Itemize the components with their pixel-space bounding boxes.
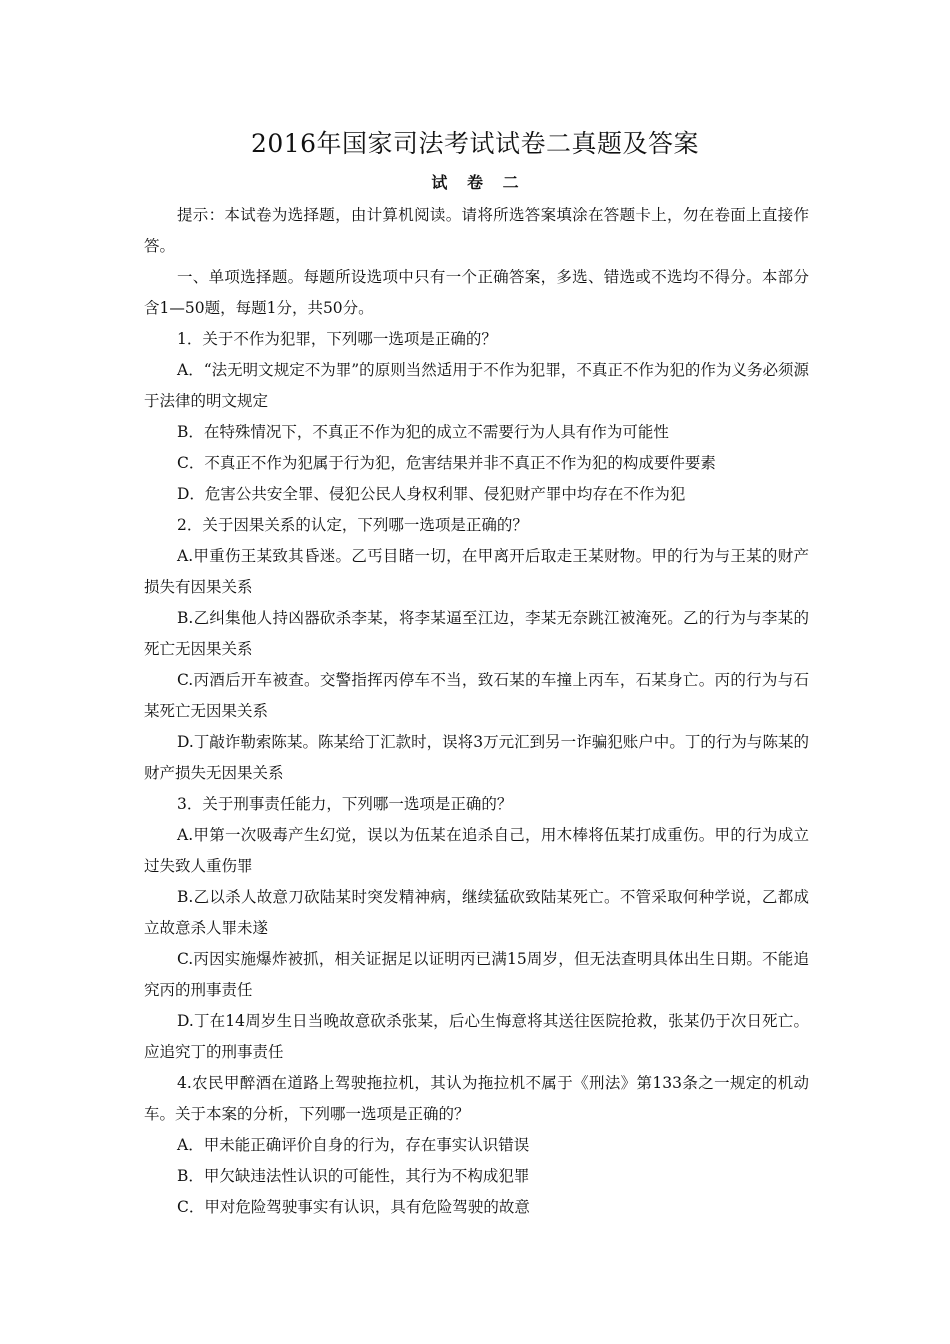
question-2-option-d: D.丁敲诈勒索陈某。陈某给丁汇款时，误将3万元汇到另一诈骗犯账户中。丁的行为与陈某的财产损失无因果关系 [144,733,809,782]
question-1-option-a: A．“法无明文规定不为罪”的原则当然适用于不作为犯罪，不真正不作为犯的作为义务必须源于法律的明文规定 [144,361,809,410]
question-3-option-b: B.乙以杀人故意刀砍陆某时突发精神病，继续猛砍致陆某死亡。不管采取何种学说，乙都成立故意杀人罪未遂 [144,888,809,937]
question-1-option-d: D．危害公共安全罪、侵犯公民人身权利罪、侵犯财产罪中均存在不作为犯 [177,485,686,503]
question-4: 4.农民甲醉酒在道路上驾驶拖拉机，其认为拖拉机不属于《刑法》第133条之一规定的机动车。关于本案的分析，下列哪一选项是正确的？ [144,1074,809,1123]
question-1: 1．关于不作为犯罪，下列哪一选项是正确的？ [177,330,497,348]
question-3-option-d: D.丁在14周岁生日当晚故意砍杀张某，后心生悔意将其送往医院抢救，张某仍于次日死亡。应追究丁的刑事责任 [144,1012,809,1061]
question-4-option-c: C．甲对危险驾驶事实有认识，具有危险驾驶的故意 [177,1198,530,1216]
question-3: 3．关于刑事责任能力，下列哪一选项是正确的？ [177,795,513,813]
question-3-option-a: A.甲第一次吸毒产生幻觉，误以为伍某在追杀自己，用木棒将伍某打成重伤。甲的行为成立过失致人重伤罪 [144,826,809,875]
section-heading: 一、单项选择题。每题所设选项中只有一个正确答案，多选、错选或不选均不得分。本部分含1—50题，每题1分，共50分。 [144,268,809,317]
question-4-option-a: A．甲未能正确评价自身的行为，存在事实认识错误 [177,1136,530,1154]
question-1-option-c: C．不真正不作为犯属于行为犯，危害结果并非不真正不作为犯的构成要件要素 [177,454,716,472]
question-2-option-a: A.甲重伤王某致其昏迷。乙丐目睹一切，在甲离开后取走王某财物。甲的行为与王某的财产损失有因果关系 [144,547,809,596]
document-body [144,200,809,1223]
instruction-paragraph: 提示：本试卷为选择题，由计算机阅读。请将所选答案填涂在答题卡上，勿在卷面上直接作答。 [144,206,809,255]
question-1-option-b: B．在特殊情况下，不真正不作为犯的成立不需要行为人具有作为可能性 [177,423,669,441]
question-2: 2．关于因果关系的认定，下列哪一选项是正确的？ [177,516,528,534]
document-title: 2016年国家司法考试试卷二真题及答案 [250,129,700,158]
question-4-option-b: B．甲欠缺违法性认识的可能性，其行为不构成犯罪 [177,1167,530,1185]
question-2-option-b: B.乙纠集他人持凶器砍杀李某，将李某逼至江边，李某无奈跳江被淹死。乙的行为与李某的死亡无因果关系 [144,609,809,658]
question-2-option-c: C.丙酒后开车被查。交警指挥丙停车不当，致石某的车撞上丙车，石某身亡。丙的行为与石某死亡无因果关系 [144,671,809,720]
question-3-option-c: C.丙因实施爆炸被抓，相关证据足以证明丙已满15周岁，但无法查明具体出生日期。不能追究丙的刑事责任 [144,950,809,999]
document-subtitle: 试 卷 二 [431,173,519,192]
